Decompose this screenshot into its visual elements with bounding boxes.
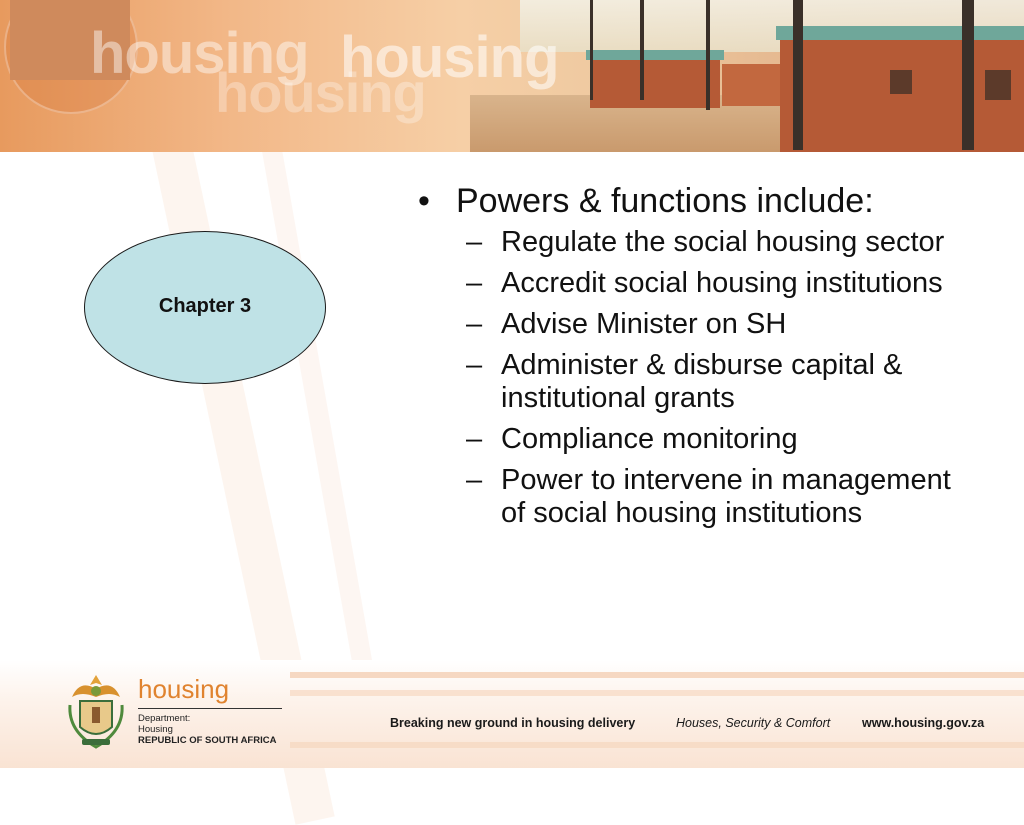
dept-country: REPUBLIC OF SOUTH AFRICA: [138, 735, 277, 746]
sub-bullet-item: [466, 349, 978, 415]
dash-marker: –: [466, 267, 483, 299]
footer-website-link[interactable]: www.housing.gov.za: [862, 716, 985, 730]
dash-marker: –: [466, 226, 483, 258]
dash-marker: –: [466, 308, 483, 340]
bullet-content: [418, 180, 978, 538]
dept-line: Department:: [138, 713, 191, 724]
department-label: [138, 713, 276, 746]
sub-bullet-text: Power to intervene in management of social housing institutions: [501, 464, 951, 529]
sub-bullet-item: [466, 464, 978, 530]
sub-bullet-text: Compliance monitoring: [501, 423, 798, 455]
banner-roof: [586, 50, 724, 60]
main-bullet-text: Powers & functions include:: [456, 182, 874, 220]
banner-pole: [706, 0, 710, 110]
coat-of-arms-icon: [66, 671, 126, 751]
footer-tagline: Breaking new ground in housing delivery: [390, 716, 636, 730]
banner-pole: [962, 0, 974, 150]
logo-wordmark: housing: [138, 674, 230, 704]
sub-bullet-item: [466, 267, 978, 300]
banner-word: housing: [90, 21, 309, 86]
banner-pole: [640, 0, 644, 100]
sub-bullet-list: [466, 226, 978, 530]
banner-word: housing: [215, 61, 426, 124]
chapter-label: Chapter 3: [158, 294, 252, 317]
banner-house: [590, 58, 720, 108]
banner-pole: [793, 0, 803, 150]
dash-marker: –: [466, 349, 483, 381]
dash-marker: –: [466, 423, 483, 455]
banner-window: [890, 70, 912, 94]
chapter-ellipse: [84, 231, 326, 384]
banner-roof: [776, 26, 1024, 40]
banner-window: [985, 70, 1011, 100]
footer-stripe: [290, 672, 1024, 678]
footer-stripe: [290, 742, 1024, 748]
footer-stripe: [290, 690, 1024, 696]
sub-bullet-text: Accredit social housing institutions: [501, 267, 943, 299]
sub-bullet-item: [466, 423, 978, 456]
footer-slogan: Houses, Security & Comfort: [676, 716, 831, 730]
bullet-dot: •: [418, 182, 430, 220]
sub-bullet-text: Administer & disburse capital & institutional grants: [501, 349, 903, 414]
logo-divider: [138, 708, 282, 709]
dept-line: Housing: [138, 724, 173, 735]
banner-house: [722, 64, 782, 106]
sub-bullet-item: [466, 226, 978, 259]
sub-bullet-text: Regulate the social housing sector: [501, 226, 945, 258]
sub-bullet-item: [466, 308, 978, 341]
main-bullet: [418, 180, 978, 222]
sub-bullet-text: Advise Minister on SH: [501, 308, 787, 340]
banner-pole: [590, 0, 593, 100]
header-banner: [0, 0, 1024, 152]
dash-marker: –: [466, 464, 483, 496]
banner-word: housing: [340, 25, 559, 90]
